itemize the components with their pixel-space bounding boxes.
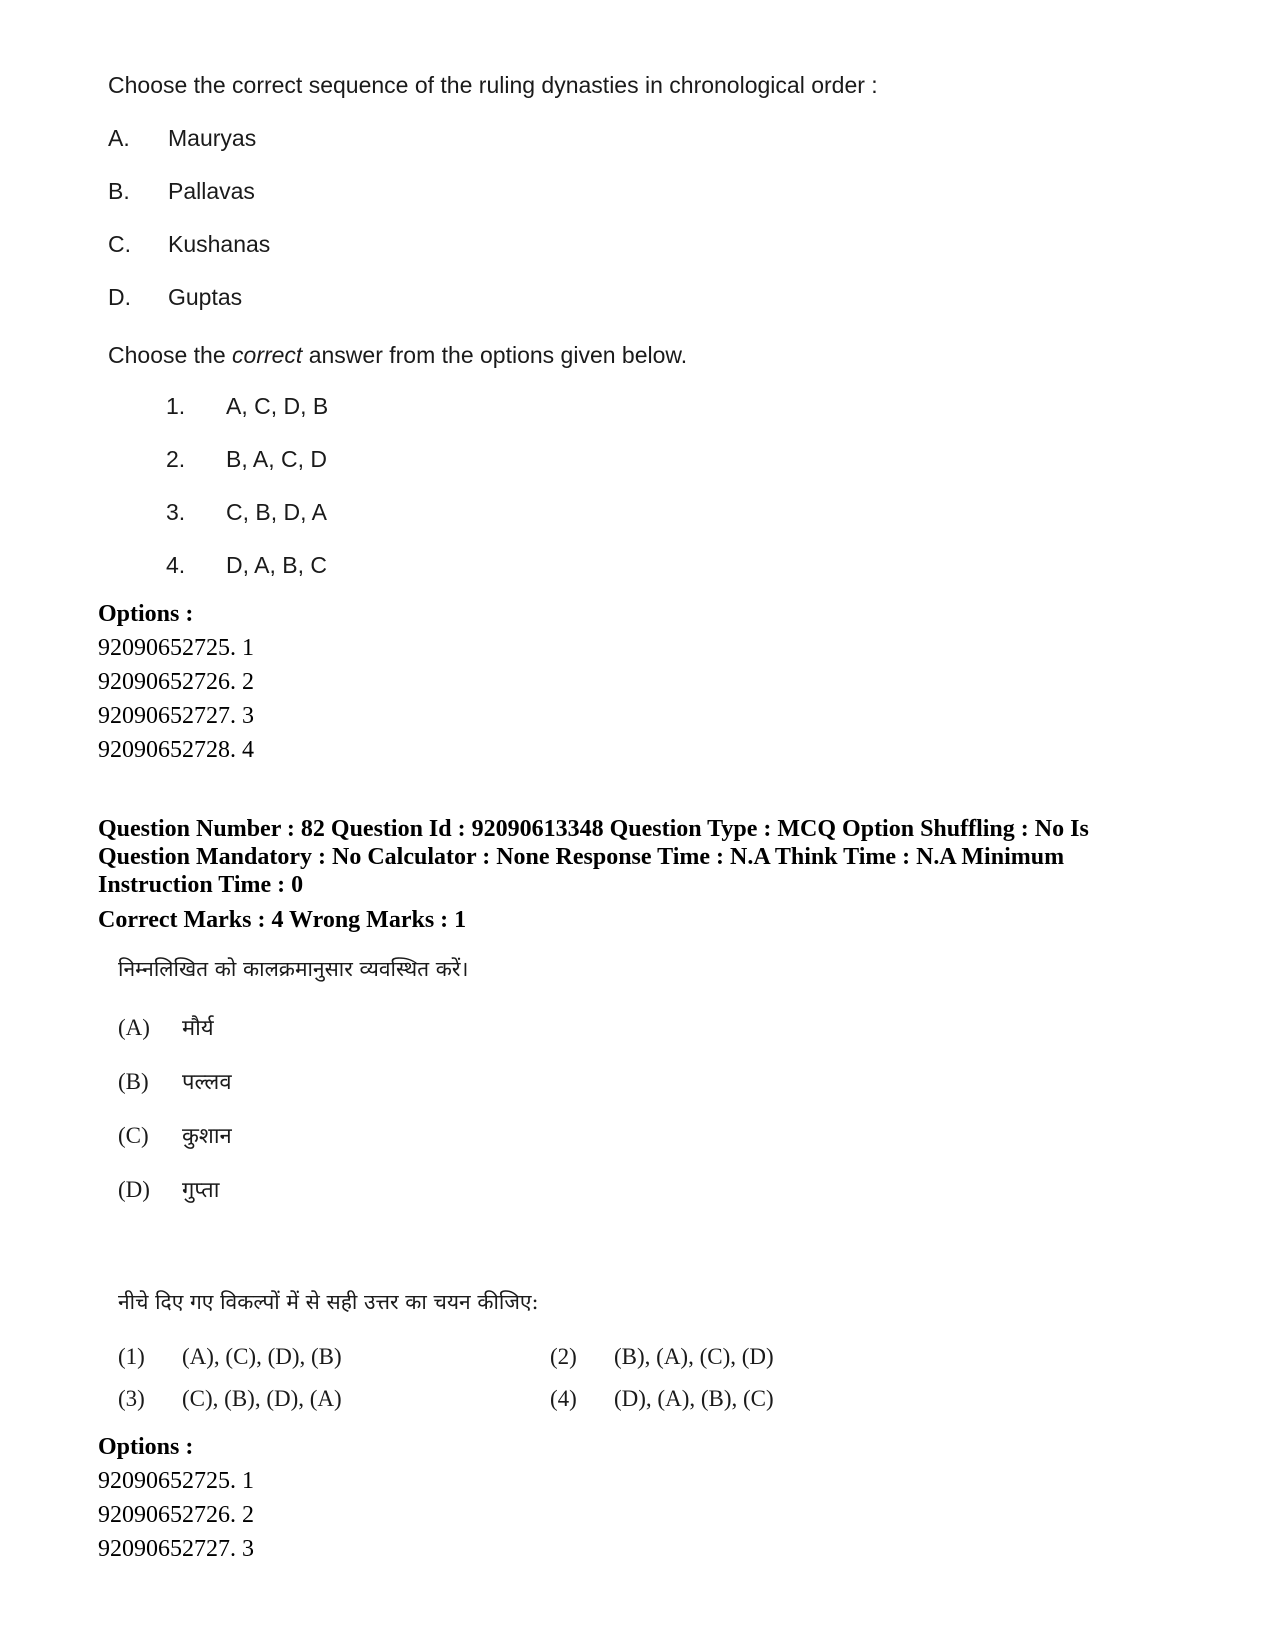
q1-item-d (108, 284, 242, 311)
q1-item-b (108, 178, 255, 205)
option-line: 92090652725. 1 (98, 1468, 254, 1494)
item-label: A. (108, 125, 130, 151)
item-text: Pallavas (168, 178, 255, 204)
choice-text: (B), (A), (C), (D) (614, 1344, 774, 1369)
question-2-marks: Correct Marks : 4 Wrong Marks : 1 (98, 907, 467, 933)
q1-choice-4 (166, 552, 327, 579)
instruction-text: answer from the options given below. (302, 342, 688, 368)
option-line: 92090652725. 1 (98, 635, 254, 661)
question-1-options-heading: Options : (98, 601, 194, 627)
choice-text: B, A, C, D (226, 446, 327, 472)
item-text: मौर्य (182, 1016, 214, 1041)
item-label: (A) (118, 1015, 150, 1040)
choice-label: 3. (166, 499, 186, 525)
choice-text: D, A, B, C (226, 552, 327, 578)
item-text: कुशान (182, 1124, 232, 1149)
item-label: D. (108, 284, 131, 310)
choice-label: (3) (118, 1386, 145, 1411)
item-label: C. (108, 231, 131, 257)
question-2-options-heading: Options : (98, 1434, 194, 1460)
q1-choice-3 (166, 499, 327, 526)
item-label: (B) (118, 1069, 149, 1094)
question-2-instruction: नीचे दिए गए विकल्पों में से सही उत्तर का चयन कीजिए: (118, 1290, 539, 1314)
instruction-text: Choose the (108, 342, 233, 368)
item-text: Mauryas (168, 125, 257, 151)
item-text: गुप्ता (182, 1178, 220, 1203)
q2-choice-3 (118, 1386, 342, 1412)
q2-item-a (118, 1012, 214, 1042)
item-label: (D) (118, 1177, 150, 1202)
option-line: 92090652726. 2 (98, 1502, 254, 1528)
question-1-stem: Choose the correct sequence of the ruling dynasties in chronological order : (108, 72, 878, 98)
choice-text: A, C, D, B (226, 393, 329, 419)
instruction-emphasis: correct (232, 342, 303, 368)
q2-choice-1 (118, 1344, 342, 1370)
item-text: पल्लव (182, 1070, 232, 1095)
item-label: (C) (118, 1123, 149, 1148)
q2-item-b (118, 1066, 232, 1096)
q2-choice-4 (550, 1386, 774, 1412)
q2-item-d (118, 1174, 219, 1204)
choice-text: (A), (C), (D), (B) (182, 1344, 342, 1369)
q1-choice-2 (166, 446, 327, 473)
q2-item-c (118, 1120, 232, 1150)
item-text: Kushanas (168, 231, 271, 257)
question-2-metadata: Question Number : 82 Question Id : 92090613348 Question Type : MCQ Option Shuffling : No Is Question Mandatory : No Calculator : None Response Time : N.A Think Time : N.A Minimum Instruction Time : 0 (98, 816, 1089, 898)
q1-item-a (108, 125, 256, 152)
choice-label: (2) (550, 1344, 577, 1369)
option-line: 92090652728. 4 (98, 737, 254, 763)
option-line: 92090652726. 2 (98, 669, 254, 695)
choice-label: 2. (166, 446, 186, 472)
q1-choice-1 (166, 393, 328, 420)
choice-label: 4. (166, 552, 186, 578)
item-label: B. (108, 178, 130, 204)
choice-text: (C), (B), (D), (A) (182, 1386, 342, 1411)
choice-label: (1) (118, 1344, 145, 1369)
q2-choice-2 (550, 1344, 774, 1370)
item-text: Guptas (168, 284, 243, 310)
choice-text: (D), (A), (B), (C) (614, 1386, 774, 1411)
choice-text: C, B, D, A (226, 499, 327, 525)
q1-item-c (108, 231, 270, 258)
question-1-instruction (108, 342, 687, 369)
option-line: 92090652727. 3 (98, 1536, 254, 1562)
choice-label: (4) (550, 1386, 577, 1411)
choice-label: 1. (166, 393, 186, 419)
option-line: 92090652727. 3 (98, 703, 254, 729)
question-2-stem: निम्नलिखित को कालक्रमानुसार व्यवस्थित करें। (118, 957, 469, 981)
